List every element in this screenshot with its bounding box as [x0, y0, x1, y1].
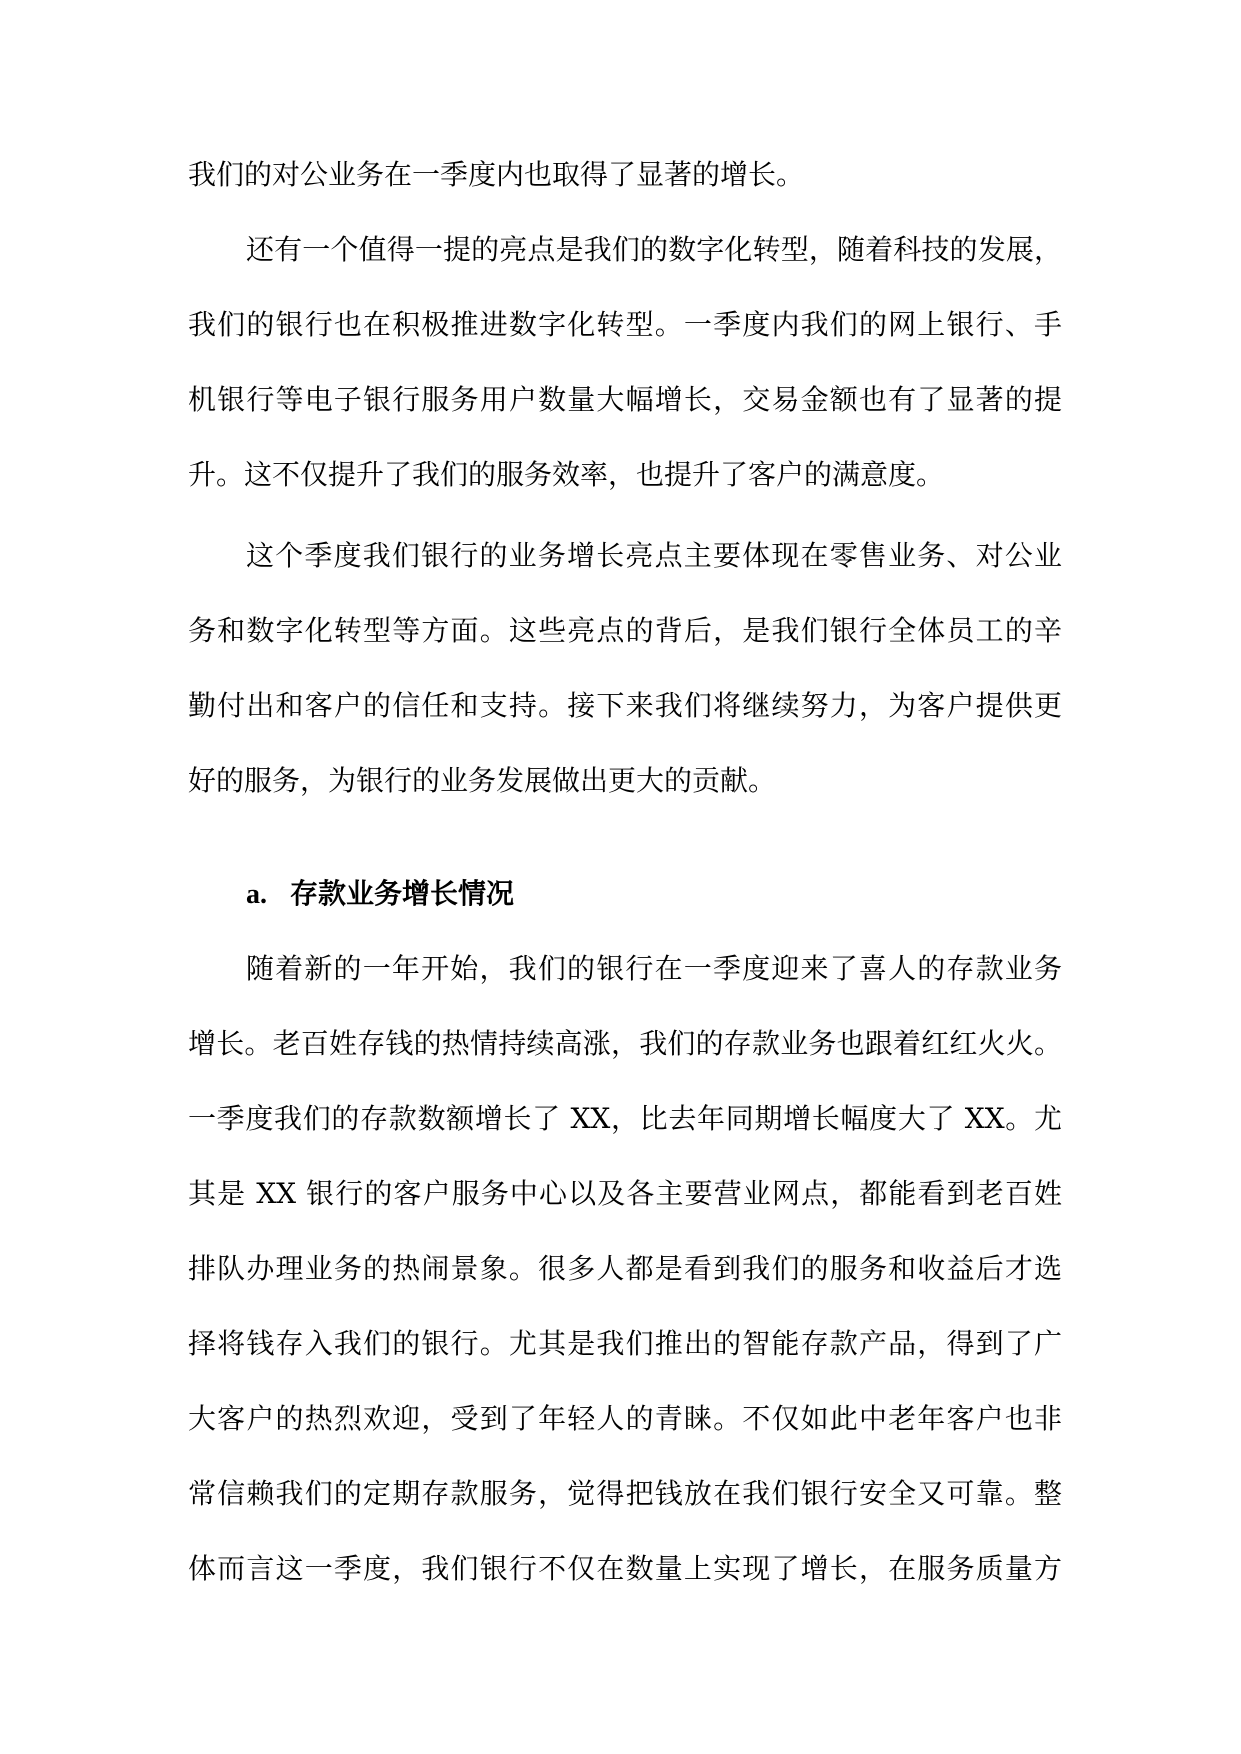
paragraph-line: 升。这不仅提升了我们的服务效率，也提升了客户的满意度。 [188, 458, 945, 491]
paragraph-line: 随着新的一年开始，我们的银行在一季度迎来了喜人的存款业务 [246, 952, 1062, 985]
paragraph [188, 212, 1062, 512]
paragraph-line: 体而言这一季度，我们银行不仅在数量上实现了增长，在服务质量方 [188, 1552, 1062, 1585]
paragraph-line: 大客户的热烈欢迎，受到了年轻人的青睐。不仅如此中老年客户也非 [188, 1402, 1062, 1435]
paragraph-line: 增长。老百姓存钱的热情持续高涨，我们的存款业务也跟着红红火火。 [188, 1027, 1062, 1060]
body-text [188, 137, 1062, 1606]
section-heading [188, 856, 1062, 931]
paragraph [188, 137, 1062, 212]
paragraph-line: 择将钱存入我们的银行。尤其是我们推出的智能存款产品，得到了广 [188, 1327, 1062, 1360]
section-title: 存款业务增长情况 [290, 877, 515, 910]
paragraph-line: 务和数字化转型等方面。这些亮点的背后，是我们银行全体员工的辛 [188, 614, 1062, 647]
paragraph-line: 这个季度我们银行的业务增长亮点主要体现在零售业务、对公业 [246, 539, 1062, 572]
paragraph [188, 518, 1062, 818]
paragraph-line: 排队办理业务的热闹景象。很多人都是看到我们的服务和收益后才选 [188, 1252, 1062, 1285]
section-marker: a. [246, 879, 267, 910]
paragraph-line: 还有一个值得一提的亮点是我们的数字化转型，随着科技的发展， [246, 233, 1062, 266]
paragraph-line: 我们的对公业务在一季度内也取得了显著的增长。 [188, 158, 805, 191]
paragraph-line: 勤付出和客户的信任和支持。接下来我们将继续努力，为客户提供更 [188, 689, 1062, 722]
paragraph-line: 一季度我们的存款数额增长了 XX，比去年同期增长幅度大了 XX。尤 [188, 1102, 1062, 1135]
paragraph-line: 机银行等电子银行服务用户数量大幅增长，交易金额也有了显著的提 [188, 383, 1062, 416]
paragraph [188, 931, 1062, 1606]
paragraph-line: 好的服务，为银行的业务发展做出更大的贡献。 [188, 764, 777, 797]
paragraph-line: 我们的银行也在积极推进数字化转型。一季度内我们的网上银行、手 [188, 308, 1062, 341]
paragraph-line: 其是 XX 银行的客户服务中心以及各主要营业网点，都能看到老百姓 [188, 1177, 1062, 1210]
paragraph-line: 常信赖我们的定期存款服务，觉得把钱放在我们银行安全又可靠。整 [188, 1477, 1062, 1510]
